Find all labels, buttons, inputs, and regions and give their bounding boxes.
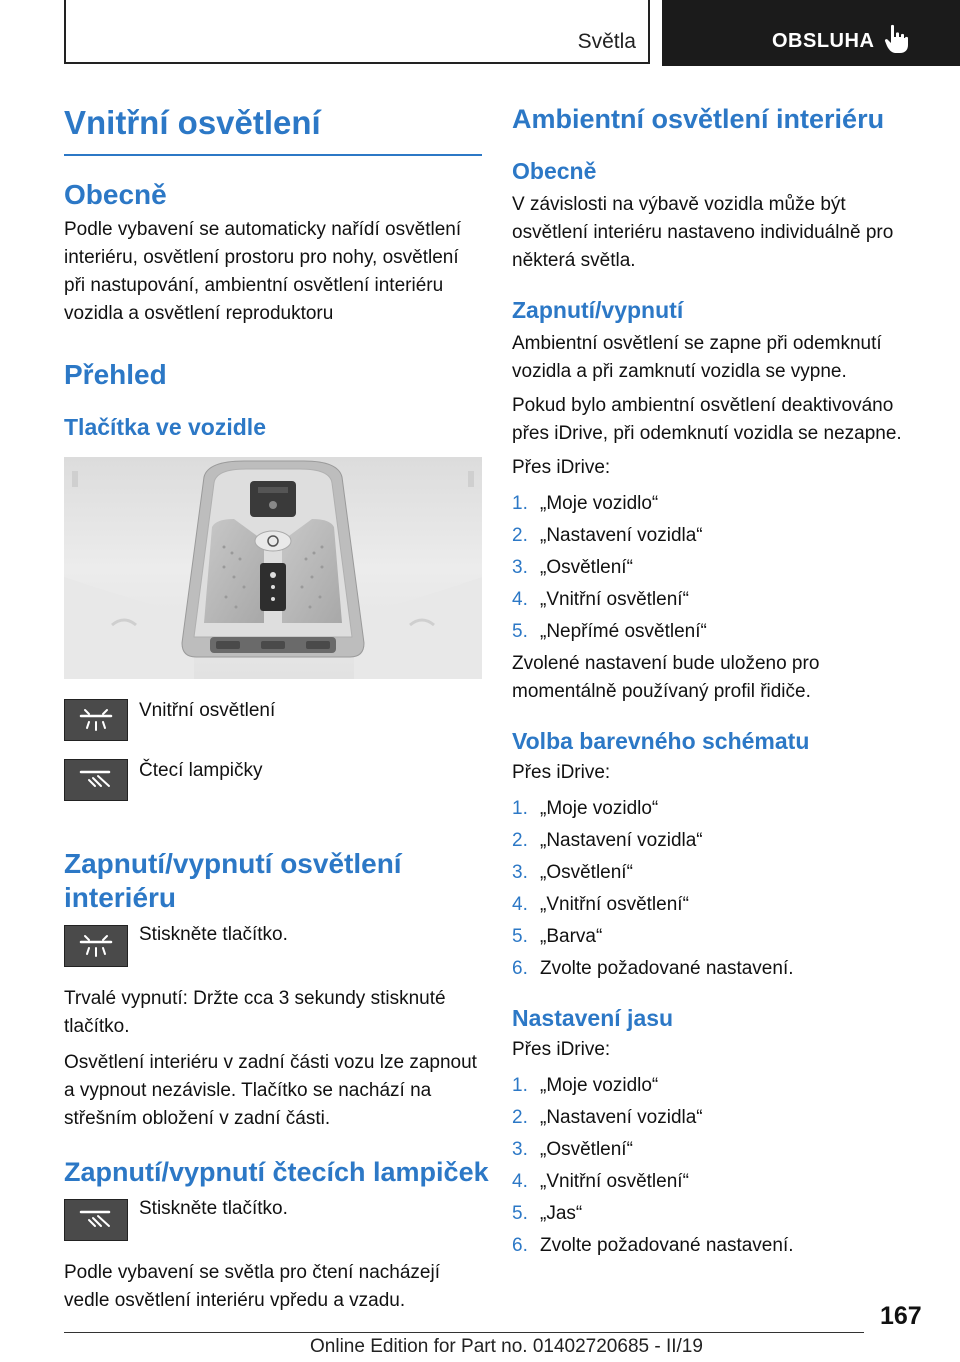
list-item: 6. Zvolte požadované nastavení.: [512, 1235, 794, 1256]
list-item: 5. „Jas“: [512, 1203, 583, 1224]
header-section-title: Světla: [577, 30, 636, 53]
list-item: 4. „Vnitřní osvětlení“: [512, 589, 689, 610]
interior-switch-heading-line1: Zapnutí/vypnutí osvětlení: [64, 848, 402, 879]
reading-light-icon: [65, 760, 127, 800]
footer-edition: Online Edition for Part no. 01402720685 - II/19: [310, 1336, 703, 1357]
reading-switch-press-row: [64, 1199, 482, 1259]
general-text: Podle vybavení se automaticky nařídí osvětlení interiéru, osvětlení prostoru pro nohy, osvětlení při nastupování, ambientní osvětlení interiéru vozidla a osvětlení reproduktoru: [64, 219, 462, 324]
list-item: 1. „Moje vozidlo“: [512, 1075, 659, 1096]
color-scheme-steps: [512, 793, 924, 985]
buttons-subheading: Tlačítka ve vozidle: [64, 414, 266, 440]
reading-light-button-2: [64, 1199, 128, 1241]
list-item: 4. „Vnitřní osvětlení“: [512, 1171, 689, 1192]
ambient-onoff-steps: [512, 488, 924, 648]
reading-light-label: Čtecí lampičky: [139, 760, 263, 781]
brightness-via: Přes iDrive:: [512, 1039, 611, 1060]
ambient-general-heading: Obecně: [512, 158, 597, 184]
header-chapter-title: OBSLUHA: [772, 30, 875, 52]
interior-switch-press-text: Stiskněte tlačítko.: [139, 924, 288, 945]
reading-switch-heading: Zapnutí/vypnutí čtecích lampiček: [64, 1157, 489, 1187]
page-title: Vnitřní osvětlení: [64, 104, 321, 141]
list-item: 1. „Moje vozidlo“: [512, 493, 659, 514]
list-item: 2. „Nastavení vozidla“: [512, 525, 703, 546]
color-scheme-via: Přes iDrive:: [512, 762, 611, 783]
list-item: 3. „Osvětlení“: [512, 1139, 633, 1160]
ambient-general-text: V závislosti na výbavě vozidla může být osvětlení interiéru nastaveno individuálně pro některá světla.: [512, 194, 894, 271]
overhead-console-illustration: [64, 457, 482, 679]
reading-switch-p1: Podle vybavení se světla pro čtení nacházejí vedle osvětlení interiéru vpředu a vzadu.: [64, 1262, 441, 1311]
ambient-onoff-p1: Ambientní osvětlení se zapne při odemknutí vozidla a při zamknutí vozidla se vypne.: [512, 333, 882, 382]
color-scheme-heading: Volba barevného schématu: [512, 728, 810, 754]
interior-switch-p1: Trvalé vypnutí: Držte cca 3 sekundy stisknuté tlačítko.: [64, 988, 446, 1037]
reading-light-button: [64, 759, 128, 801]
list-item: 3. „Osvětlení“: [512, 862, 633, 883]
page-number: 167: [880, 1302, 922, 1330]
interior-light-button: [64, 699, 128, 741]
list-item: 3. „Osvětlení“: [512, 557, 633, 578]
interior-switch-p2: Osvětlení interiéru v zadní části vozu lze zapnout a vypnout nezávisle. Tlačítko se nachází na střešním obložení v zadní části.: [64, 1052, 477, 1129]
icon-legend-interior: [64, 697, 482, 757]
interior-light-icon: [65, 700, 127, 740]
footer-rule: [64, 1332, 864, 1333]
general-heading: Obecně: [64, 179, 167, 210]
reading-switch-press-text: Stiskněte tlačítko.: [139, 1198, 288, 1219]
ambient-onoff-via: Přes iDrive:: [512, 457, 611, 478]
left-column: [64, 100, 489, 1315]
ambient-title: Ambientní osvětlení interiéru: [512, 104, 885, 134]
interior-switch-heading-line2: interiéru: [64, 882, 177, 913]
header-chapter-tab: [662, 0, 960, 66]
icon-legend-reading: [64, 757, 482, 817]
ambient-onoff-p2: Pokud bylo ambientní osvětlení deaktivováno přes iDrive, při odemknutí vozidla se nezapne.: [512, 395, 902, 444]
brightness-heading: Nastavení jasu: [512, 1005, 674, 1031]
list-item: 6. Zvolte požadované nastavení.: [512, 958, 794, 979]
list-item: 1. „Moje vozidlo“: [512, 798, 659, 819]
interior-light-button-2: [64, 925, 128, 967]
interior-light-label: Vnitřní osvětlení: [139, 700, 276, 721]
overhead-console-image: [64, 457, 482, 679]
right-column: [512, 100, 924, 1262]
list-item: 2. „Nastavení vozidla“: [512, 830, 703, 851]
title-rule: [64, 154, 482, 156]
list-item: 5. „Nepřímé osvětlení“: [512, 621, 707, 642]
ambient-onoff-heading: Zapnutí/vypnutí: [512, 297, 684, 323]
header-section-tab: [64, 0, 650, 64]
list-item: 5. „Barva“: [512, 926, 603, 947]
reading-light-icon: [65, 1200, 127, 1240]
overview-heading: Přehled: [64, 359, 167, 390]
interior-switch-press-row: [64, 925, 482, 985]
ambient-onoff-after: Zvolené nastavení bude uloženo pro momentálně používaný profil řidiče.: [512, 653, 820, 702]
list-item: 4. „Vnitřní osvětlení“: [512, 894, 689, 915]
brightness-steps: [512, 1070, 924, 1262]
interior-light-icon: [65, 926, 127, 966]
list-item: 2. „Nastavení vozidla“: [512, 1107, 703, 1128]
pointing-hand-icon: [884, 24, 910, 54]
interior-switch-heading: [64, 847, 482, 915]
